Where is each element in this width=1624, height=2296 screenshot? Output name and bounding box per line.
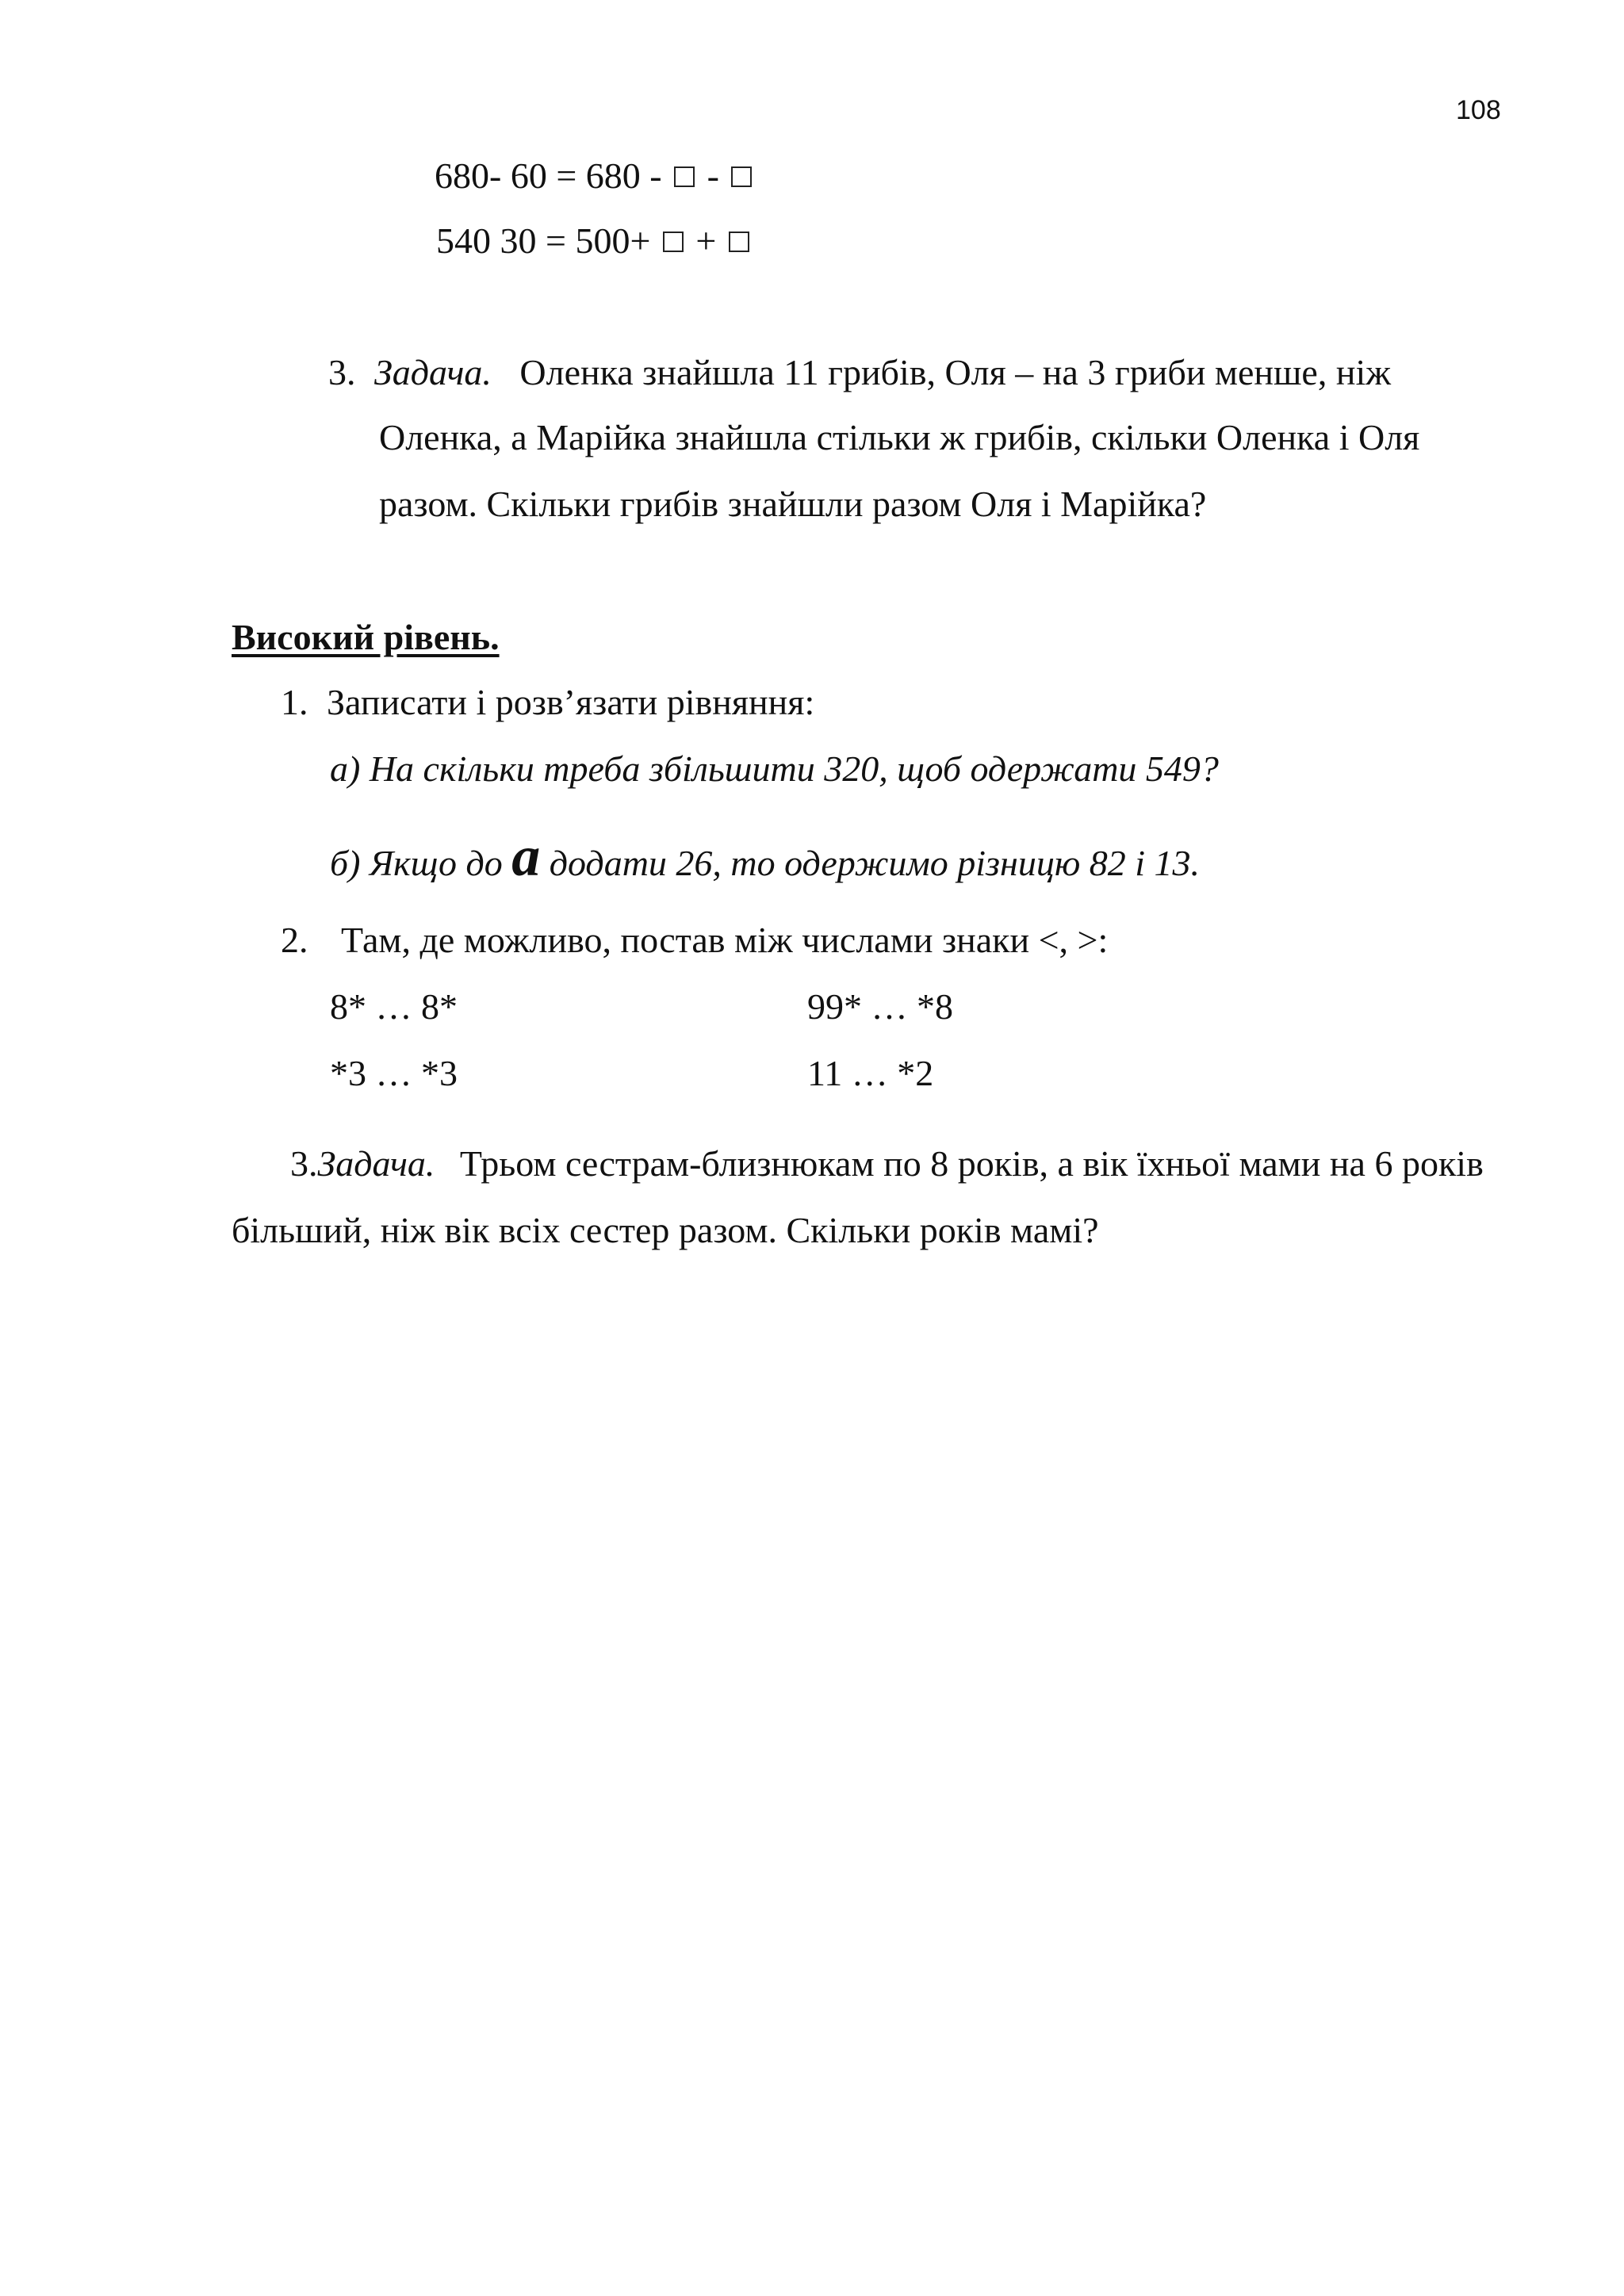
item3-label: Задача. [317,1143,435,1184]
empty-box-icon [731,166,752,187]
compare-right-2: 11 … *2 [807,1053,934,1093]
task3-number: 3. [328,352,356,392]
equation-1-operator: - [698,155,729,196]
equation-line-2 [436,219,753,263]
equation-line-1 [435,154,755,198]
empty-box-icon [674,166,695,187]
item2-line [281,918,1108,962]
item3-line-2: більший, ніж вік всіх сестер разом. Скільки років мамі? [232,1210,1099,1250]
item1-text: Записати і розв’язати рівняння: [327,682,815,722]
item1-a: а) На скільки треба збільшити 320, щоб одержати 549? [330,748,1219,789]
item2-text: Там, де можливо, постав між числами знаки <, >: [341,920,1109,960]
item1-b-before: б) Якщо до [330,843,512,883]
item1-number: 1. [281,682,308,722]
task3-line-2: Оленка, а Марійка знайшла стільки ж грибів, скільки Оленка і Оля [379,417,1420,457]
compare-left-2: *3 … *3 [330,1053,458,1093]
task3-label: Задача. [374,352,492,392]
item1-b-after: додати 26, то одержимо різницю 82 і 13. [540,843,1201,883]
item3-number: 3. [290,1143,318,1184]
compare-right-1: 99* … *8 [807,986,953,1027]
item2-number: 2. [281,920,308,960]
item1-line [281,680,814,725]
task3-line-1 [328,350,1391,395]
equation-2-operator: + [686,220,726,261]
empty-box-icon [729,232,749,252]
variable-a: а [511,825,541,888]
page-number: 108 [1456,95,1501,125]
equation-1-text: 680- 60 = 680 - [435,155,672,196]
compare-left-1: 8* … 8* [330,986,458,1027]
section-heading: Високий рівень. [232,617,500,657]
equation-2-text: 540 30 = 500+ [436,220,660,261]
item1-b [330,825,1201,888]
item3-text-1: Трьом сестрам-близнюкам по 8 років, а вік їхньої мами на 6 років [459,1143,1484,1184]
item3-line-1 [290,1142,1484,1186]
empty-box-icon [663,232,684,252]
task3-line-3: разом. Скільки грибів знайшли разом Оля і Марійка? [379,484,1207,524]
task3-text-1: Оленка знайшла 11 грибів, Оля – на 3 гриби менше, ніж [519,352,1391,392]
